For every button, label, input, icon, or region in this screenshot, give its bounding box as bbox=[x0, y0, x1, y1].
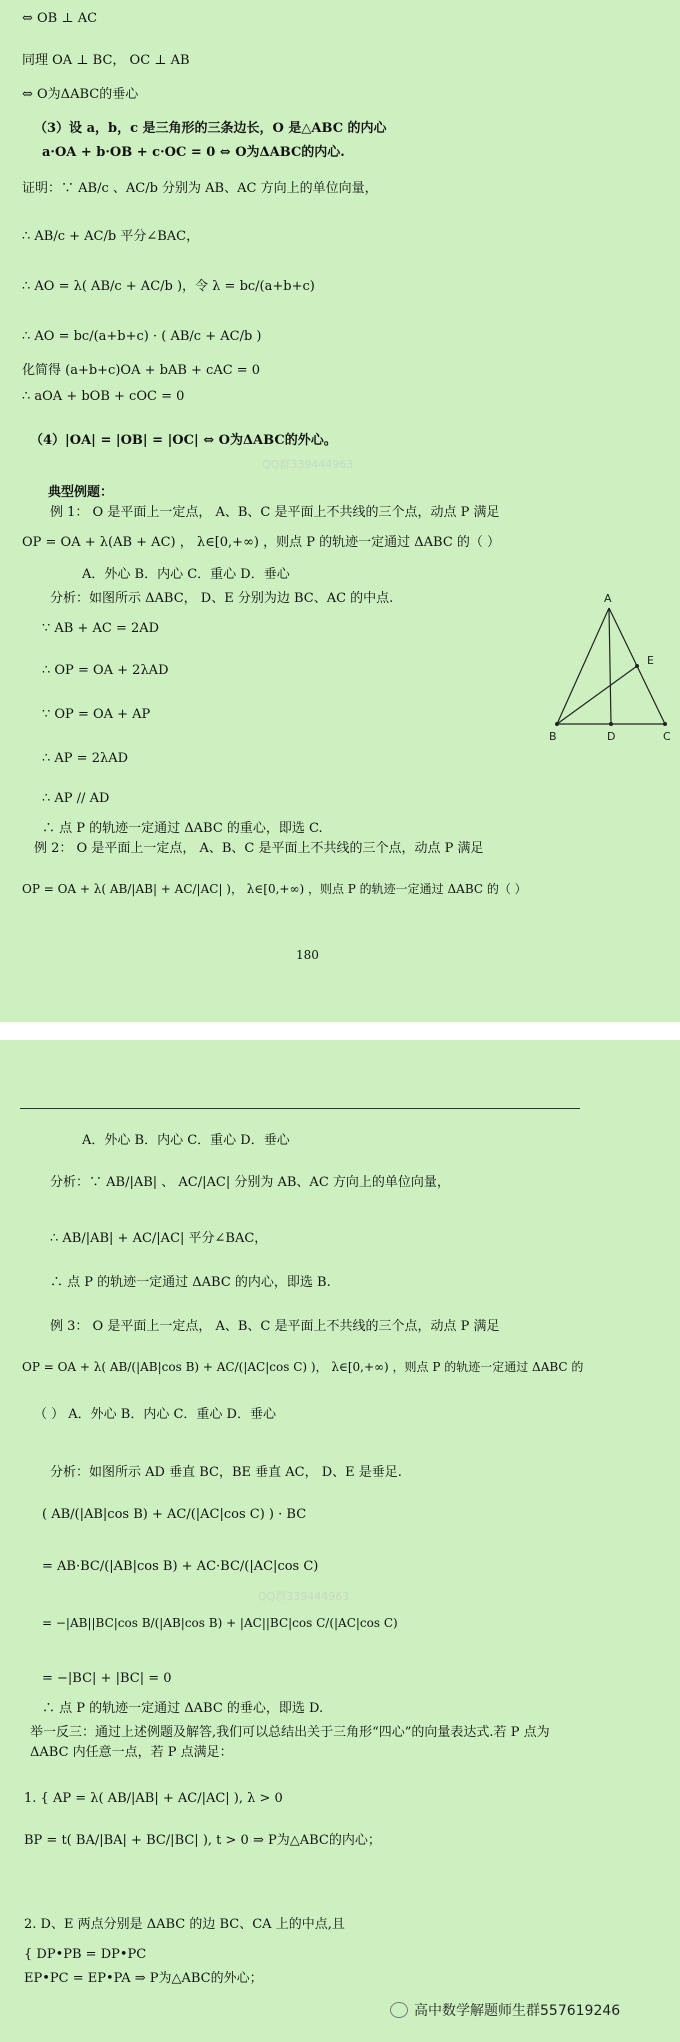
derivation-line: = −|AB||BC|cos B/(|AB|cos B) + |AC||BC|cos C/(|AC|cos C) bbox=[42, 1616, 398, 1630]
point-label-e: E bbox=[647, 654, 654, 667]
example-line: 例 1： O 是平面上一定点， A、B、C 是平面上不共线的三个点，动点 P 满足 bbox=[50, 505, 500, 520]
text-line: 同理 OA ⊥ BC， OC ⊥ AB bbox=[22, 53, 190, 68]
footer-group-name: 高中数学解题师生群557619246 bbox=[414, 2003, 621, 2019]
analysis-line: ∴ 点 P 的轨迹一定通过 ΔABC 的重心，即选 C. bbox=[42, 821, 323, 836]
case-2-line: 2. D、E 两点分别是 ΔABC 的边 BC、CA 上的中点,且 bbox=[24, 1917, 345, 1932]
example-line: OP = OA + λ( AB/(|AB|cos B) + AC/(|AC|cos C) )， λ∈[0,+∞) ，则点 P 的轨迹一定通过 ΔABC 的 bbox=[22, 1360, 584, 1374]
header-rule bbox=[20, 1108, 580, 1109]
document-page-2 bbox=[0, 1040, 680, 2042]
example-line: 例 3： O 是平面上一定点， A、B、C 是平面上不共线的三个点，动点 P 满足 bbox=[50, 1319, 500, 1334]
analysis-line: ∴ AP // AD bbox=[42, 791, 110, 806]
vertex-label-b: B bbox=[549, 730, 557, 743]
point-label-d: D bbox=[607, 730, 616, 743]
analysis-line: ∴ AB/|AB| + AC/|AC| 平分∠BAC， bbox=[50, 1231, 268, 1246]
summary-line: ΔABC 内任意一点，若 P 点满足： bbox=[30, 1745, 233, 1760]
case-1-line: BP = t( BA/|BA| + BC/|BC| ), t > 0 ⇒ P为△ABC的内心； bbox=[24, 1833, 381, 1848]
conclusion-line: ∴ 点 P 的轨迹一定通过 ΔABC 的垂心，即选 D. bbox=[42, 1701, 324, 1716]
summary-line: 举一反三：通过上述例题及解答,我们可以总结出关于三角形“四心”的向量表达式.若 P 点为 bbox=[30, 1725, 550, 1740]
analysis-line: 分析：∵ AB/|AB| 、 AC/|AC| 分别为 AB、AC 方向上的单位向量， bbox=[50, 1175, 450, 1190]
text-line: ⇔ O为ΔABC的垂心 bbox=[22, 87, 139, 102]
example-line: OP = OA + λ(AB + AC) ， λ∈[0,+∞) ，则点 P 的轨迹一定通过 ΔABC 的（ ） bbox=[22, 535, 501, 550]
case-2-line: EP•PC = EP•PA ⇒ P为△ABC的外心； bbox=[24, 1971, 263, 1986]
proof-line: ∴ AB/c + AC/b 平分∠BAC， bbox=[22, 229, 200, 244]
proof-line: ∴ aOA + bOB + cOC = 0 bbox=[22, 389, 185, 404]
proof-line: 化简得 (a+b+c)OA + bAB + cAC = 0 bbox=[22, 363, 261, 378]
example-line: OP = OA + λ( AB/|AB| + AC/|AC| )， λ∈[0,+∞) ，则点 P 的轨迹一定通过 ΔABC 的（ ） bbox=[22, 882, 527, 896]
derivation-line: ( AB/(|AB|cos B) + AC/(|AC|cos C) ) · BC bbox=[42, 1507, 307, 1522]
analysis-line: 分析：如图所示 ΔABC， D、E 分别为边 BC、AC 的中点. bbox=[50, 591, 394, 606]
analysis-line: ∴ 点 P 的轨迹一定通过 ΔABC 的内心，即选 B. bbox=[50, 1275, 331, 1290]
choices-line: A．外心 B．内心 C．重心 D．垂心 bbox=[82, 567, 290, 582]
analysis-line: ∴ OP = OA + 2λAD bbox=[42, 663, 169, 678]
proof-line: ∴ AO = bc/(a+b+c) · ( AB/c + AC/b ) bbox=[22, 329, 262, 344]
formula-line: a·OA + b·OB + c·OC = 0 ⇔ O为ΔABC的内心. bbox=[42, 145, 345, 160]
choices-line: A．外心 B．内心 C．重心 D．垂心 bbox=[82, 1133, 290, 1148]
page-number: 180 bbox=[296, 948, 319, 962]
watermark: QQ群339444963 bbox=[262, 458, 354, 471]
proof-line: ∴ AO = λ( AB/c + AC/b )，令 λ = bc/(a+b+c) bbox=[22, 279, 315, 294]
vertex-label-a: A bbox=[604, 592, 612, 605]
vertex-label-c: C bbox=[663, 730, 671, 743]
section-heading: （3）设 a，b，c 是三角形的三条边长，O 是△ABC 的内心 bbox=[34, 121, 387, 136]
example-line: 例 2： O 是平面上一定点， A、B、C 是平面上不共线的三个点，动点 P 满足 bbox=[34, 841, 484, 856]
proof-line: 证明：∵ AB/c 、AC/b 分别为 AB、AC 方向上的单位向量， bbox=[22, 181, 378, 196]
case-1-line: 1. { AP = λ( AB/|AB| + AC/|AC| ), λ > 0 bbox=[24, 1791, 283, 1806]
page-gap bbox=[0, 1022, 680, 1040]
analysis-line: ∵ OP = OA + AP bbox=[42, 707, 151, 722]
derivation-line: = −|BC| + |BC| = 0 bbox=[42, 1671, 172, 1686]
text-line: ⇔ OB ⊥ AC bbox=[22, 11, 98, 26]
choices-line: （ ） A．外心 B．内心 C．重心 D．垂心 bbox=[34, 1407, 276, 1422]
analysis-line: ∵ AB + AC = 2AD bbox=[42, 621, 160, 636]
case-2-line: { DP•PB = DP•PC bbox=[24, 1947, 147, 1962]
triangle-figure bbox=[545, 590, 675, 745]
wechat-icon bbox=[390, 2002, 408, 2018]
derivation-line: = AB·BC/(|AB|cos B) + AC·BC/(|AC|cos C) bbox=[42, 1559, 319, 1574]
analysis-line: 分析：如图所示 AD 垂直 BC，BE 垂直 AC， D、E 是垂足. bbox=[50, 1465, 402, 1480]
examples-heading: 典型例题： bbox=[48, 485, 114, 500]
watermark: QQ群339444963 bbox=[258, 1590, 350, 1603]
analysis-line: ∴ AP = 2λAD bbox=[42, 751, 129, 766]
section-heading: （4）|OA| = |OB| = |OC| ⇔ O为ΔABC的外心。 bbox=[30, 433, 337, 448]
